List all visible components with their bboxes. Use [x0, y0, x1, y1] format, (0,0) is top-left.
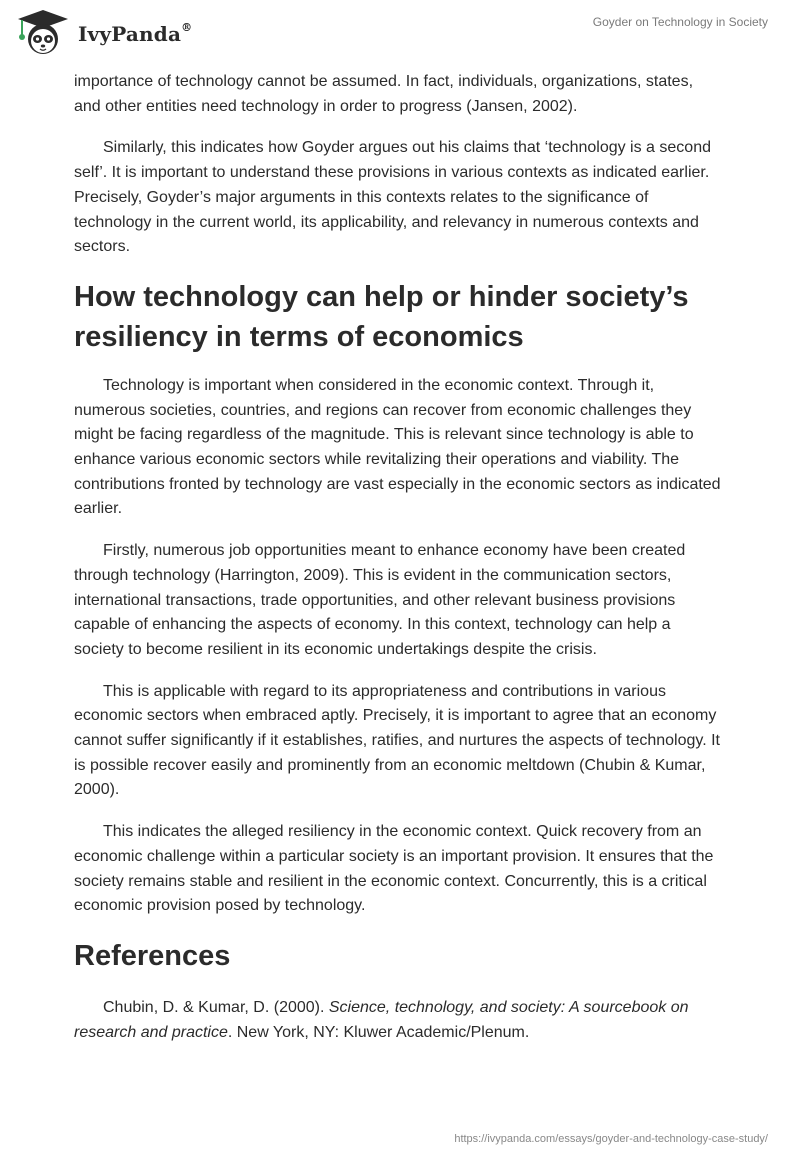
paragraph: Technology is important when considered in the economic context. Through it, numerous societies, countries, and regions can recover from economic challenges they might be facing regardless of the magnitude. This is relevant since technology is able to enhance various economic sectors while revitalizing their operations and viability. The contributions fronted by technology are vast especially in the economic sectors as indicated earlier. — [74, 376, 721, 518]
ivypanda-logo[interactable] — [14, 8, 192, 56]
reference-publisher: . New York, NY: Kluwer Academic/Plenum. — [227, 1023, 530, 1041]
paragraph: Firstly, numerous job opportunities meant to enhance economy have been created through technology (Harrington, 2009). This is evident in the communication sectors, international transactions, trade opportunities, and other relevant business provisions capable of enhancing the aspects of economy. In this context, technology can help a society to become resilient in its economic undertakings despite the crisis. — [74, 542, 686, 658]
reference-title: Science, technology, and society: A sourcebook on research and practice — [74, 998, 689, 1041]
reference-authors: Chubin, D. & Kumar, D. (2000). — [103, 998, 329, 1016]
section-heading-economics: How technology can help or hinder society’s resiliency in terms of economics — [74, 280, 689, 353]
panda-graduate-icon — [14, 8, 72, 56]
paragraph: This indicates the alleged resiliency in the economic context. Quick recovery from an economic challenge within a particular society is an important provision. It ensures that the society remains stable and resilient in the economic context. Concurrently, this is a critical economic provision posed by technology. — [74, 823, 714, 915]
document-title: Goyder on Technology in Society — [592, 15, 768, 29]
references-heading: References — [74, 939, 231, 972]
paragraph: This is applicable with regard to its appropriateness and contributions in various economic sectors when embraced aptly. Precisely, it is important to agree that an economy cannot suffer significantly if it establishes, ratifies, and nurtures the aspects of technology. It is possible recover easily and prominently from an economic meltdown (Chubin & Kumar, 2000). — [74, 682, 720, 799]
page-header — [0, 0, 800, 70]
paragraph-continuation: importance of technology cannot be assumed. In fact, individuals, organizations, states, and other entities need technology in order to progress (Jansen, 2002). — [74, 73, 694, 115]
brand-name: IvyPanda® — [78, 21, 193, 46]
source-url[interactable]: https://ivypanda.com/essays/goyder-and-technology-case-study/ — [454, 1133, 768, 1145]
paragraph: Similarly, this indicates how Goyder argues out his claims that ‘technology is a second self’. It is important to understand these provisions in various contexts as indicated earlier. Precisely, Goyder’s major arguments in this contexts relates to the significance of technology in the current world, its applicability, and relevancy in numerous contexts and sectors. — [74, 139, 711, 256]
reference-item — [74, 996, 724, 1045]
essay-body — [74, 70, 724, 1062]
